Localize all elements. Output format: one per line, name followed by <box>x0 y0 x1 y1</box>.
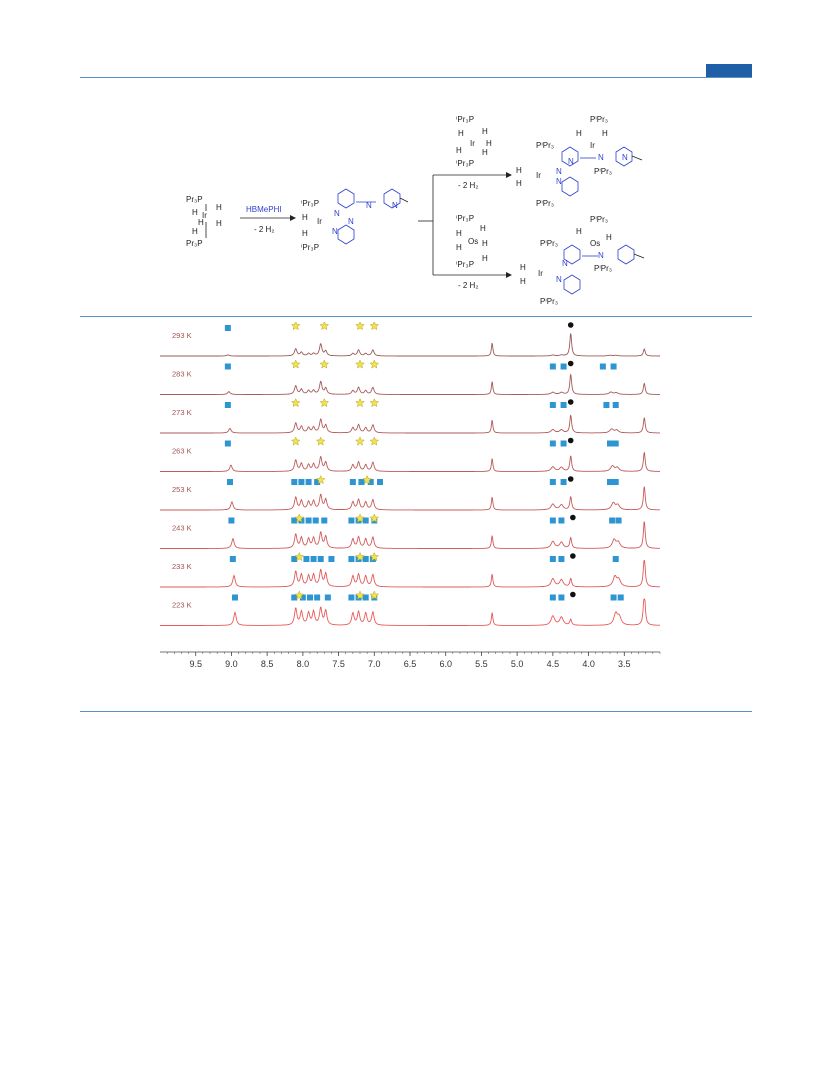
temperature-label: 243 K <box>172 523 192 533</box>
nmr-trace <box>160 561 660 587</box>
x-tick-label: 8.0 <box>296 659 310 669</box>
svg-text:H: H <box>192 208 198 217</box>
svg-text:PⁱPr₃: PⁱPr₃ <box>536 199 555 208</box>
square-marker <box>561 479 567 485</box>
svg-text:Ir: Ir <box>202 211 207 220</box>
star-marker <box>356 360 365 368</box>
temperature-label: 263 K <box>172 446 192 456</box>
star-marker <box>370 399 379 407</box>
svg-text:Ir: Ir <box>590 141 595 150</box>
square-marker <box>613 479 619 485</box>
square-marker <box>318 556 324 562</box>
svg-text:H: H <box>576 227 582 236</box>
dot-marker <box>568 399 574 405</box>
bottom-rule <box>80 711 752 712</box>
square-marker <box>303 556 309 562</box>
star-marker <box>320 360 329 368</box>
header-rule <box>80 77 752 78</box>
temperature-label: 293 K <box>172 331 192 340</box>
x-tick-label: 7.0 <box>368 659 381 669</box>
square-marker <box>611 595 617 601</box>
branch-arrows <box>418 172 512 290</box>
ir-os-product <box>520 215 644 306</box>
square-marker <box>306 518 312 524</box>
svg-text:H: H <box>456 243 462 252</box>
svg-text:N: N <box>334 209 340 218</box>
square-marker <box>363 595 369 601</box>
svg-text:H: H <box>216 219 222 228</box>
square-marker <box>603 402 609 408</box>
square-marker <box>363 556 369 562</box>
star-marker <box>370 322 379 330</box>
dot-marker <box>568 438 574 444</box>
svg-text:N: N <box>556 167 562 176</box>
reaction-arrow <box>240 205 296 234</box>
square-marker <box>348 518 354 524</box>
x-tick-label: 9.0 <box>225 659 238 669</box>
star-marker <box>320 399 329 407</box>
svg-text:- 2 H₂: - 2 H₂ <box>458 181 479 190</box>
svg-text:PⁱPr₃: PⁱPr₃ <box>590 115 609 124</box>
svg-text:H: H <box>198 218 204 227</box>
star-marker <box>356 437 365 445</box>
svg-text:PⁱPr₃: PⁱPr₃ <box>540 239 559 248</box>
temperature-label: 233 K <box>172 562 192 571</box>
x-tick-label: 9.5 <box>189 659 202 669</box>
svg-text:H: H <box>302 213 308 222</box>
star-marker <box>370 437 379 445</box>
svg-text:- 2 H₂: - 2 H₂ <box>254 225 275 234</box>
dot-marker <box>570 553 576 559</box>
star-marker <box>370 360 379 368</box>
square-marker <box>225 325 231 331</box>
svg-text:Os: Os <box>468 237 479 246</box>
svg-text:H: H <box>520 277 526 286</box>
svg-text:Os: Os <box>590 239 601 248</box>
square-marker <box>225 441 231 447</box>
svg-text:H: H <box>458 129 464 138</box>
dot-marker <box>568 476 574 482</box>
svg-text:N: N <box>568 157 574 166</box>
svg-text:H: H <box>456 229 462 238</box>
square-marker <box>611 364 617 370</box>
vt-nmr-spectra <box>160 322 670 672</box>
ir-dimer-product <box>516 115 642 208</box>
svg-text:PⁱPr₃: PⁱPr₃ <box>540 297 559 306</box>
star-marker <box>316 437 325 445</box>
svg-text:PⁱPr₃: PⁱPr₃ <box>590 215 609 224</box>
svg-text:ⁱPr₃P: ⁱPr₃P <box>456 214 475 223</box>
square-marker <box>618 595 624 601</box>
ir-hexahydride-complex <box>186 195 222 248</box>
svg-text:N: N <box>622 153 628 162</box>
square-marker <box>232 595 238 601</box>
square-marker <box>600 364 606 370</box>
dot-marker <box>568 361 574 367</box>
square-marker <box>228 518 234 524</box>
scheme-divider-rule <box>80 316 752 317</box>
svg-text:N: N <box>332 227 338 236</box>
x-tick-label: 4.0 <box>582 659 595 669</box>
square-marker <box>550 518 556 524</box>
star-marker <box>320 322 329 330</box>
dot-marker <box>570 515 576 521</box>
square-marker <box>225 402 231 408</box>
svg-text:N: N <box>556 275 562 284</box>
svg-text:PⁱPr₃: PⁱPr₃ <box>536 141 555 150</box>
nmr-trace <box>160 487 660 510</box>
square-marker <box>561 441 567 447</box>
square-marker <box>561 402 567 408</box>
x-tick-label: 7.5 <box>332 659 345 669</box>
ir-reagent-top <box>456 115 492 168</box>
svg-text:ⁱPr₃P: ⁱPr₃P <box>456 115 475 124</box>
svg-text:H: H <box>482 127 488 136</box>
svg-text:N: N <box>562 259 568 268</box>
square-marker <box>321 518 327 524</box>
svg-text:- 2 H₂: - 2 H₂ <box>458 281 479 290</box>
nmr-trace <box>160 522 660 548</box>
star-marker <box>291 360 300 368</box>
square-marker <box>348 556 354 562</box>
square-marker <box>230 556 236 562</box>
svg-text:H: H <box>482 239 488 248</box>
svg-text:Ir: Ir <box>538 269 543 278</box>
svg-text:PⁱPr₃: PⁱPr₃ <box>594 264 613 273</box>
star-marker <box>291 399 300 407</box>
os-reagent-bottom <box>456 214 488 269</box>
svg-text:Pr₃P: Pr₃P <box>186 239 203 248</box>
nmr-trace <box>160 453 660 472</box>
svg-text:H: H <box>516 179 522 188</box>
square-marker <box>558 556 564 562</box>
svg-text:H: H <box>216 203 222 212</box>
square-marker <box>607 441 613 447</box>
svg-text:N: N <box>392 201 398 210</box>
svg-text:HBMePHI: HBMePHI <box>246 205 282 214</box>
svg-text:PⁱPr₃: PⁱPr₃ <box>594 167 613 176</box>
dot-marker <box>570 592 576 598</box>
svg-text:H: H <box>302 229 308 238</box>
square-marker <box>613 441 619 447</box>
square-marker <box>550 556 556 562</box>
square-marker <box>348 595 354 601</box>
svg-text:H: H <box>602 129 608 138</box>
nmr-trace <box>160 416 660 434</box>
square-marker <box>550 479 556 485</box>
svg-text:N: N <box>598 153 604 162</box>
svg-text:N: N <box>348 217 354 226</box>
square-marker <box>550 402 556 408</box>
svg-text:H: H <box>520 263 526 272</box>
nmr-trace <box>160 599 660 625</box>
square-marker <box>550 364 556 370</box>
reaction-scheme <box>170 98 670 313</box>
x-tick-label: 5.0 <box>510 659 524 669</box>
square-marker <box>550 595 556 601</box>
svg-text:ⁱPr₃P: ⁱPr₃P <box>301 243 320 252</box>
svg-text:H: H <box>480 224 486 233</box>
square-marker <box>363 518 369 524</box>
square-marker <box>558 518 564 524</box>
svg-text:H: H <box>192 227 198 236</box>
square-marker <box>314 595 320 601</box>
svg-text:H: H <box>486 139 492 148</box>
svg-text:N: N <box>366 201 372 210</box>
x-tick-label: 5.5 <box>475 659 488 669</box>
svg-text:Ir: Ir <box>470 139 475 148</box>
temperature-label: 283 K <box>172 369 192 379</box>
square-marker <box>609 518 615 524</box>
square-marker <box>298 479 304 485</box>
square-marker <box>377 479 383 485</box>
svg-text:Ir: Ir <box>536 171 541 180</box>
square-marker <box>613 402 619 408</box>
svg-text:ⁱPr₃P: ⁱPr₃P <box>456 159 475 168</box>
x-tick-label: 3.5 <box>618 659 631 669</box>
dot-marker <box>568 322 574 328</box>
temperature-label: 223 K <box>172 600 192 610</box>
square-marker <box>325 595 331 601</box>
square-marker <box>561 364 567 370</box>
nmr-trace <box>160 375 660 395</box>
x-tick-label: 6.0 <box>439 659 452 669</box>
star-marker <box>356 322 365 330</box>
svg-text:H: H <box>456 146 462 155</box>
x-tick-label: 8.5 <box>260 659 274 669</box>
svg-text:Ir: Ir <box>317 217 322 226</box>
x-tick-label: 6.5 <box>403 659 417 669</box>
star-marker <box>291 322 300 330</box>
svg-text:H: H <box>576 129 582 138</box>
header-tab <box>706 64 752 77</box>
star-marker <box>291 437 300 445</box>
square-marker <box>311 556 317 562</box>
square-marker <box>558 595 564 601</box>
square-marker <box>613 556 619 562</box>
star-marker <box>356 399 365 407</box>
nmr-trace <box>160 334 660 356</box>
svg-text:ⁱPr₃P: ⁱPr₃P <box>456 260 475 269</box>
svg-text:H: H <box>482 254 488 263</box>
square-marker <box>350 479 356 485</box>
square-marker <box>607 479 613 485</box>
x-tick-label: 4.5 <box>546 659 560 669</box>
svg-text:ⁱPr₃P: ⁱPr₃P <box>301 199 320 208</box>
square-marker <box>291 479 297 485</box>
square-marker <box>227 479 233 485</box>
svg-text:H: H <box>482 148 488 157</box>
square-marker <box>225 364 231 370</box>
temperature-label: 253 K <box>172 485 192 494</box>
ir-ligand-intermediate <box>301 189 408 252</box>
temperature-label: 273 K <box>172 408 192 417</box>
square-marker <box>307 595 313 601</box>
svg-text:H: H <box>606 233 612 242</box>
square-marker <box>550 441 556 447</box>
square-marker <box>328 556 334 562</box>
square-marker <box>313 518 319 524</box>
svg-text:H: H <box>516 166 522 175</box>
svg-text:Pr₃P: Pr₃P <box>186 195 203 204</box>
square-marker <box>616 518 622 524</box>
svg-text:N: N <box>556 177 562 186</box>
square-marker <box>358 479 364 485</box>
square-marker <box>306 479 312 485</box>
svg-text:N: N <box>598 251 604 260</box>
